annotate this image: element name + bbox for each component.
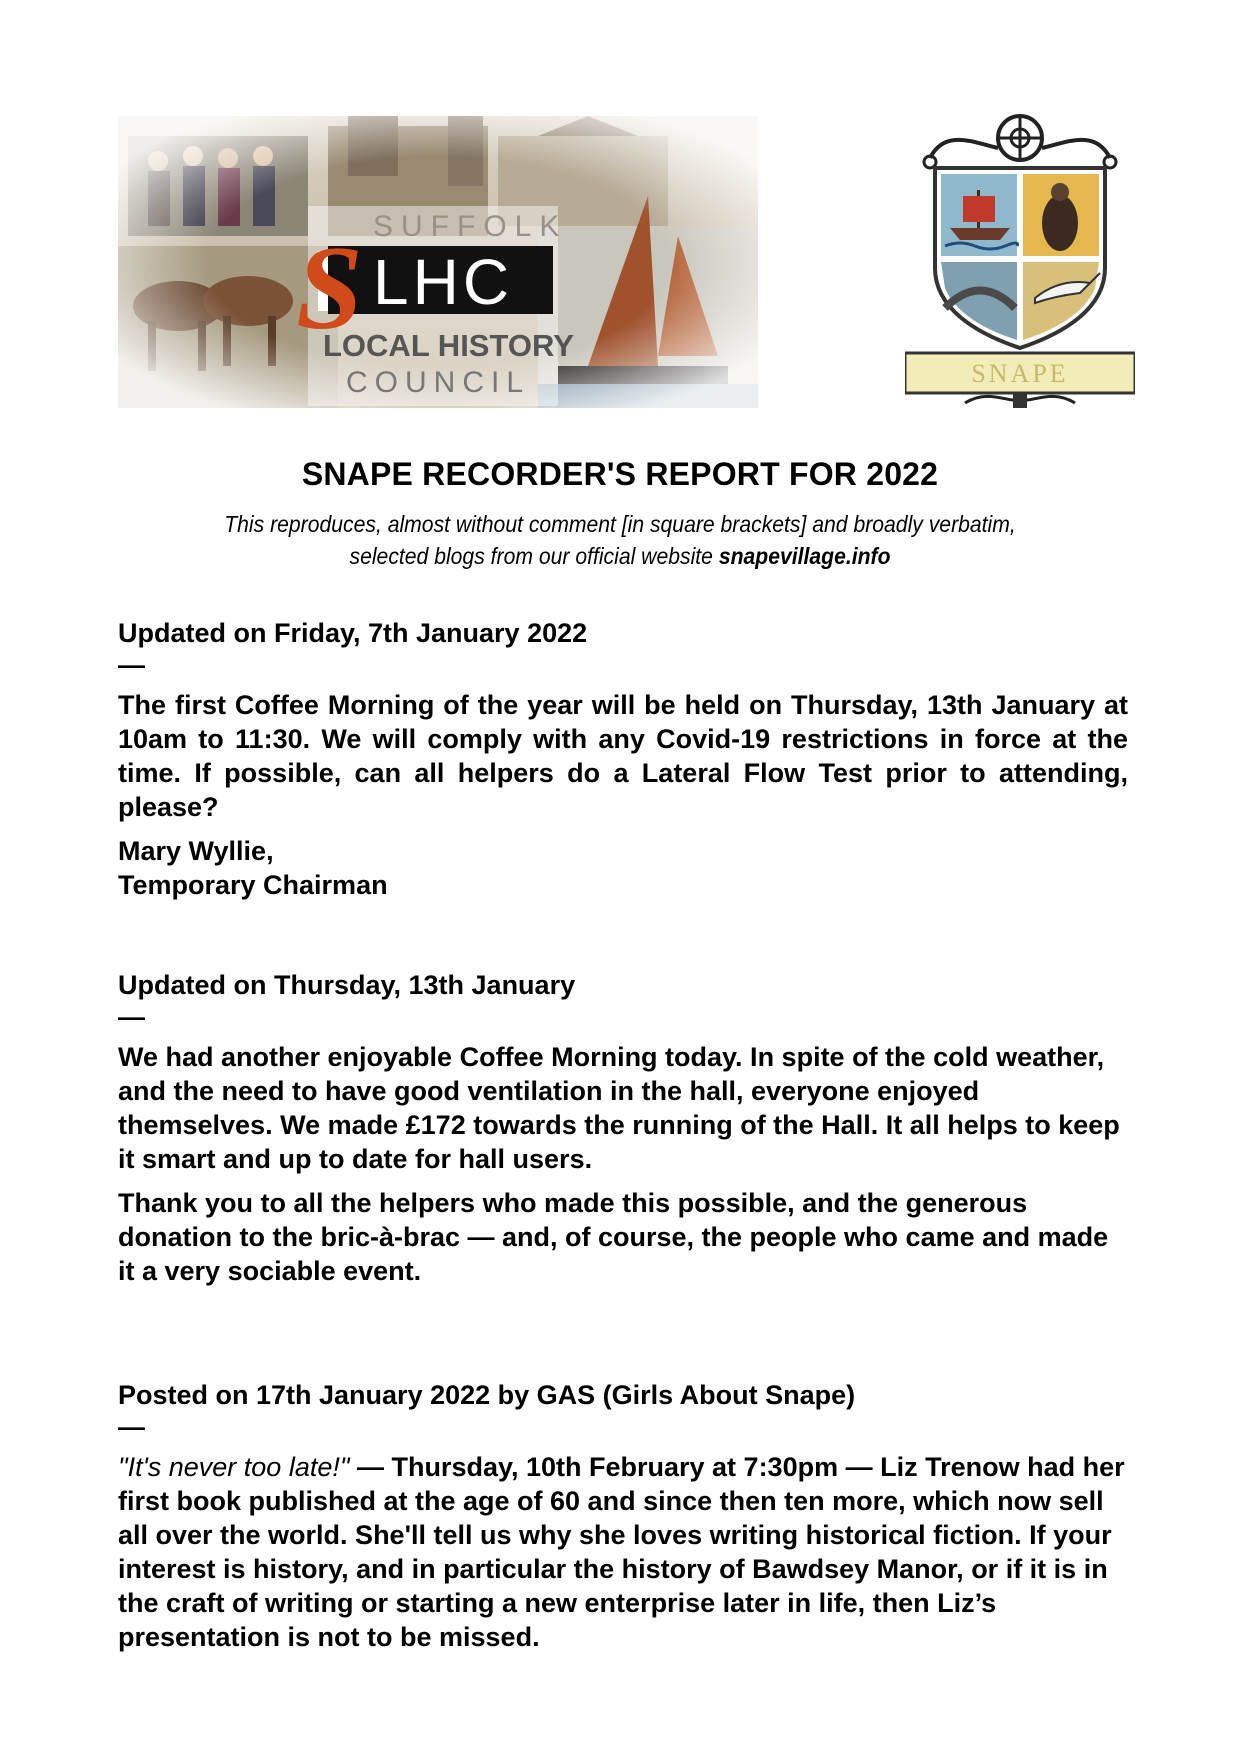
report-title: SNAPE RECORDER'S REPORT FOR 2022	[301, 456, 939, 492]
blog-post-3	[118, 1378, 1128, 1654]
subtitle-line-2	[50, 540, 1191, 572]
slhc-banner-image	[118, 116, 758, 408]
post-paragraph: Thank you to all the helpers who made this possible, and the generous donation to the bric-à-brac — and, of course, the people who came and made it a very sociable event.	[118, 1188, 1109, 1286]
blog-post-1	[118, 616, 1128, 902]
subtitle-line-2-text: selected blogs from our official website	[349, 543, 719, 569]
blog-post-2	[118, 968, 1128, 1288]
signature-role: Temporary Chairman	[118, 870, 388, 900]
report-subtitle	[50, 508, 1191, 572]
logo-suffolk-text: SUFFOLK	[373, 210, 568, 243]
logo-local-history-text: LOCAL HISTORY	[323, 328, 574, 363]
post-paragraph	[118, 1450, 1128, 1654]
post-paragraph: We had another enjoyable Coffee Morning today. In spite of the cold weather, and the need to have good ventilation in the hall, everyone enjoyed themselves. We made £172 towards the running of the Hall. It all helps to keep it smart and up to date for hall users.	[118, 1042, 1120, 1174]
event-description: — Thursday, 10th February at 7:30pm — Liz Trenow had her first book published at the age of 60 and since then ten more, which now sell all over the world. She'll tell us why she loves writing historical fiction. If your interest is history, and in particular the history of Bawdsey Manor, or if it is in the craft of writing or starting a new enterprise later in life, then Liz’s presentation is not to be missed.	[118, 1452, 1125, 1652]
logo-s-letter: S	[296, 221, 363, 354]
subtitle-line-1: This reproduces, almost without comment [in square brackets] and broadly verbatim,	[224, 511, 1016, 537]
post-dash: —	[118, 1002, 145, 1032]
logo-council-text: COUNCIL	[346, 366, 531, 399]
post-heading: Updated on Thursday, 13th January	[118, 970, 576, 1000]
event-title-quote: "It's never too late!"	[118, 1452, 350, 1482]
post-heading: Posted on 17th January 2022 by GAS (Girls About Snape)	[118, 1380, 856, 1410]
logo-lhc-text: LHC	[373, 246, 514, 318]
snape-village-sign-image	[905, 108, 1135, 408]
post-dash: —	[118, 650, 145, 680]
signature-name: Mary Wyllie,	[118, 836, 274, 866]
post-paragraph: The first Coffee Morning of the year will be held on Thursday, 13th January at 10am to 11:30. We will comply with any Covid-19 restrictions in force at the time. If possible, can all helpers do a Lateral Flow Test prior to attending, please?	[118, 690, 1128, 822]
post-dash: —	[118, 1412, 145, 1442]
post-heading: Updated on Friday, 7th January 2022	[118, 618, 588, 648]
sign-snape-text: SNAPE	[971, 359, 1069, 388]
website-link[interactable]: snapevillage.info	[718, 543, 891, 569]
